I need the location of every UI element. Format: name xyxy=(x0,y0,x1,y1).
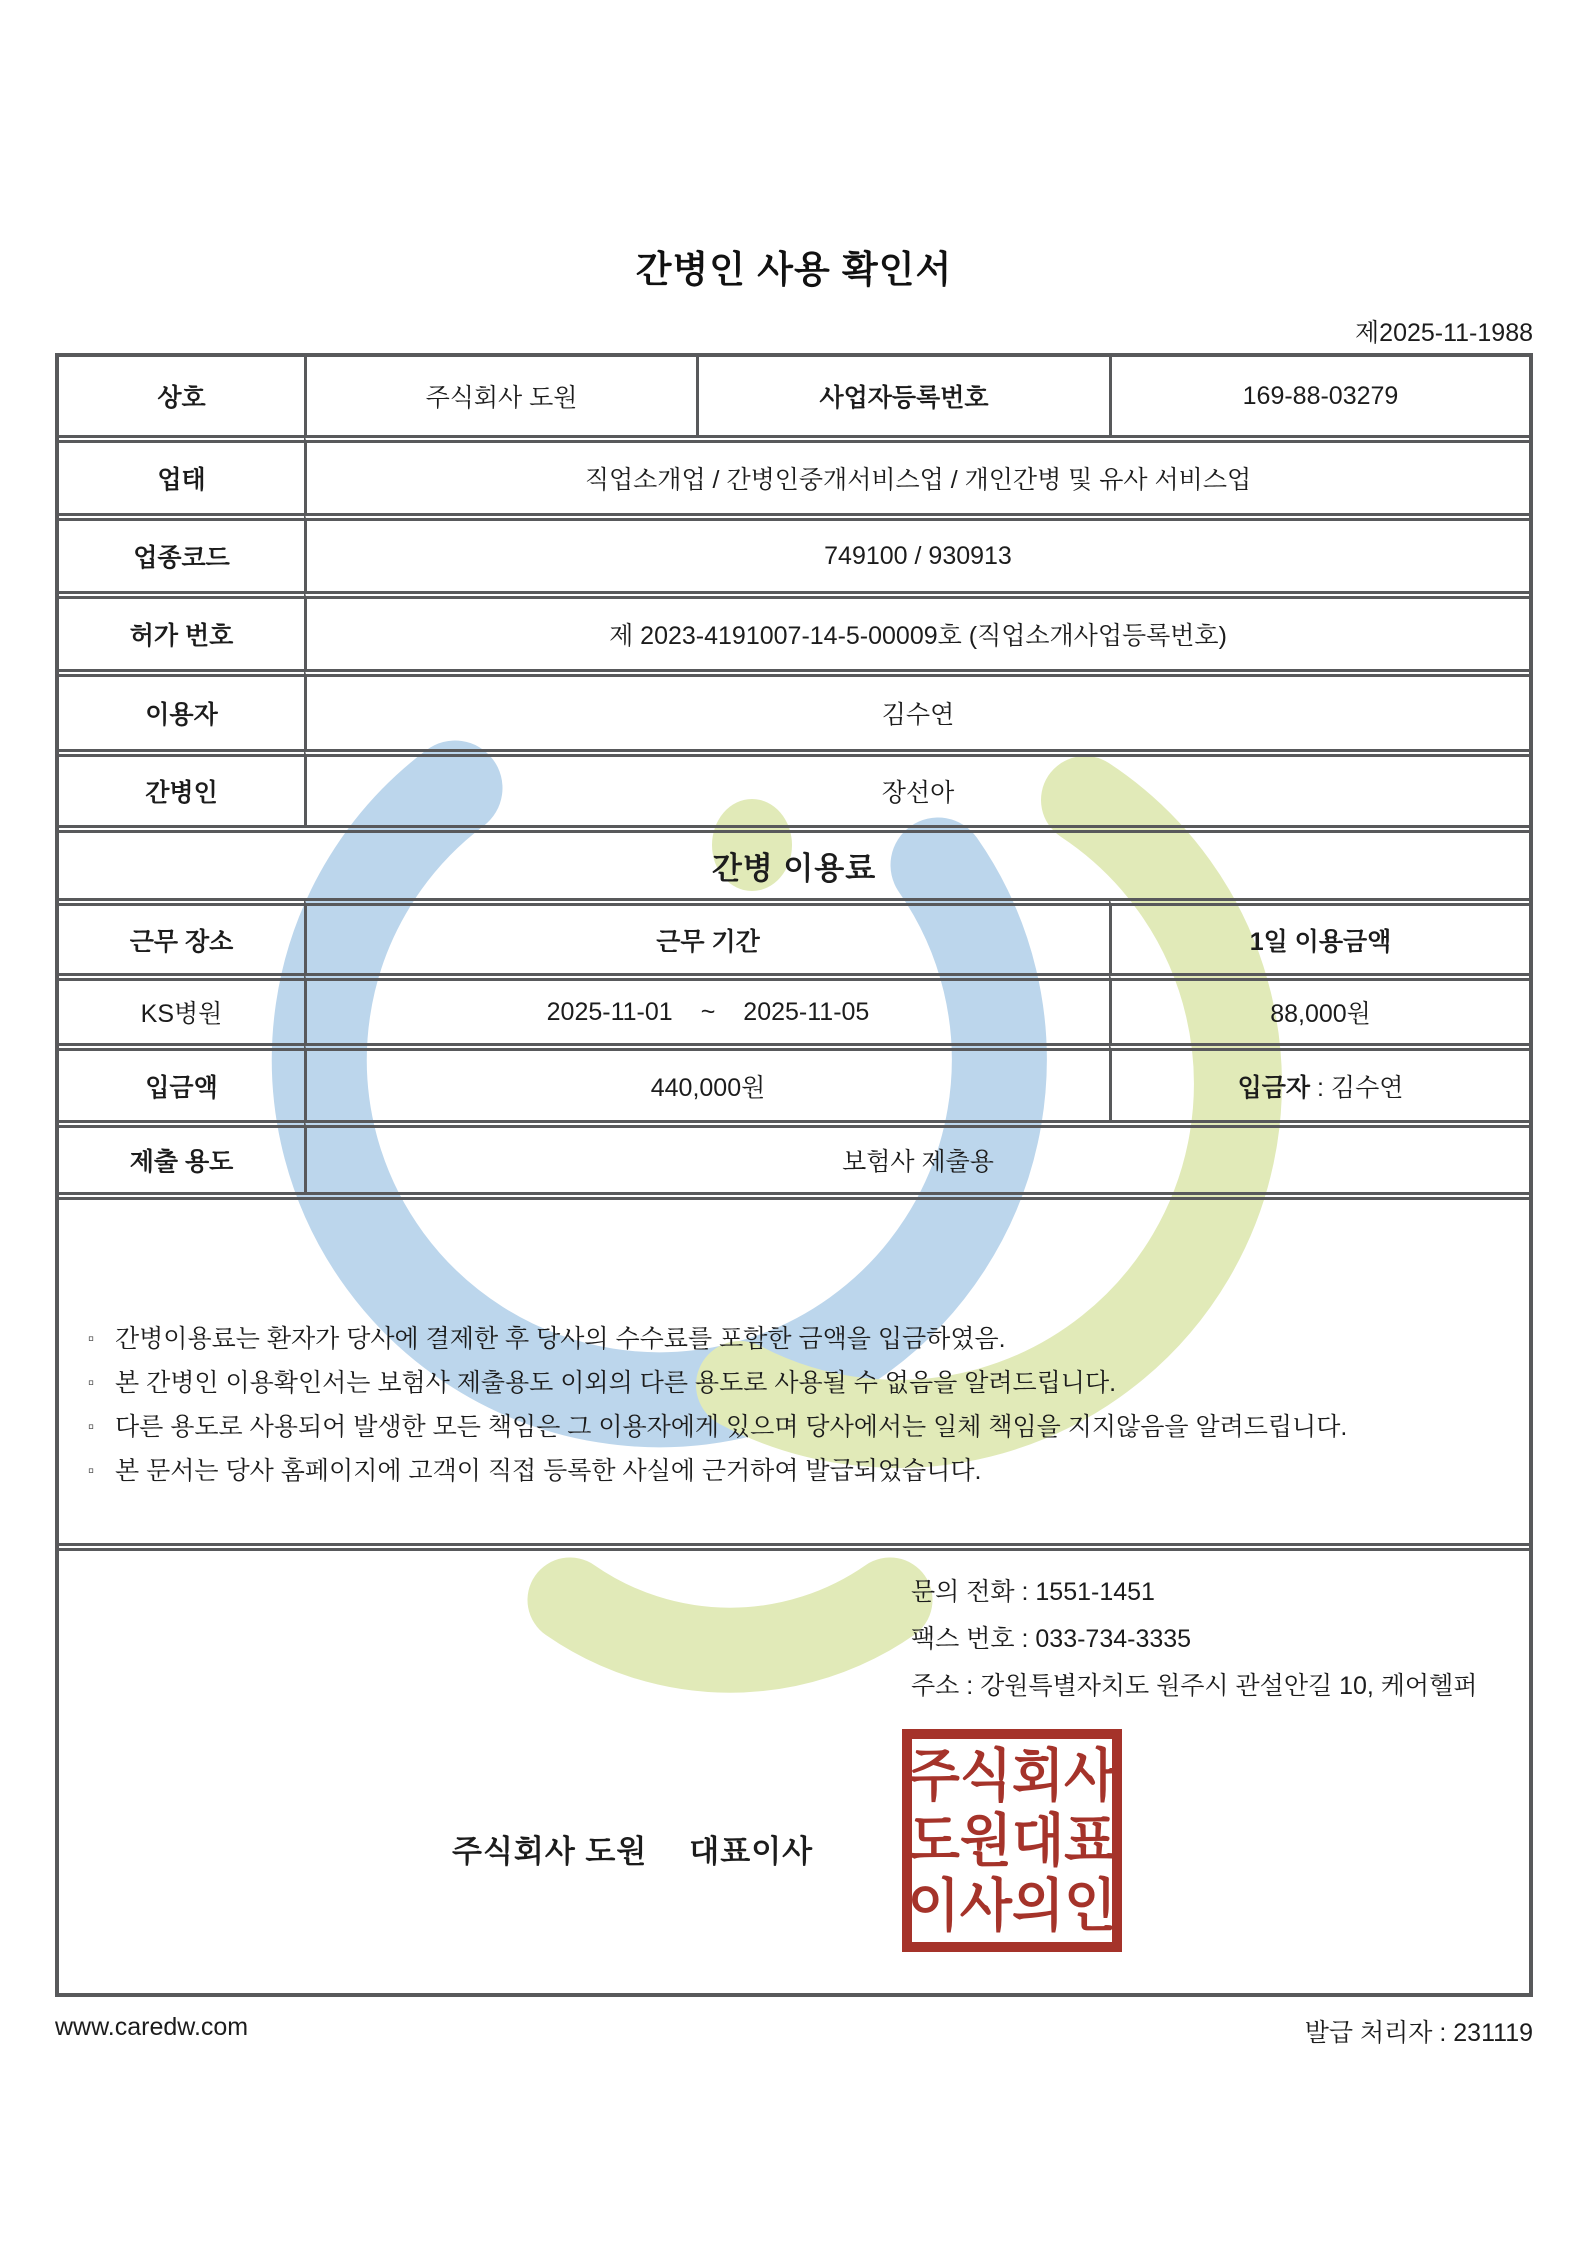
industry-code-label: 업종코드 xyxy=(59,513,304,591)
work-place-header: 근무 장소 xyxy=(59,898,304,973)
contact-block-cell xyxy=(59,1543,1529,1993)
depositor-separator: : xyxy=(1310,1073,1331,1102)
table-row-deposit xyxy=(59,1043,1529,1120)
company-name-label: 상호 xyxy=(157,384,206,412)
work-period-header: 근무 기간 xyxy=(304,898,1109,973)
table-row-contact xyxy=(59,1543,1529,1993)
contact-fax: 팩스 번호 : 033-734-3335 xyxy=(911,1625,1192,1653)
seal-text-line: 도원대표 xyxy=(907,1809,1117,1872)
purpose-value: 보험사 제출용 xyxy=(304,1120,1529,1192)
table-row-user xyxy=(59,669,1529,749)
footer-website: www.caredw.com xyxy=(55,2013,249,2041)
table-row-fee-entry xyxy=(59,973,1529,1043)
permit-no-label: 허가 번호 xyxy=(59,591,304,669)
table-row-business-type xyxy=(59,435,1529,513)
note-text: 본 문서는 당사 홈페이지에 고객이 직접 등록한 사실에 근거하여 발급되었습니다. xyxy=(115,1457,982,1485)
business-type-label: 업태 xyxy=(59,435,304,513)
table-row-fee-header xyxy=(59,898,1529,973)
bullet-icon: ▫ xyxy=(88,1373,95,1392)
note-item xyxy=(88,1361,1499,1405)
depositor-cell xyxy=(1109,1043,1529,1120)
business-type-value: 직업소개업 / 간병인중개서비스업 / 개인간병 및 유사 서비스업 xyxy=(304,435,1529,513)
contact-address: 주소 : 강원특별자치도 원주시 관설안길 10, 케어헬퍼 xyxy=(911,1672,1478,1700)
caregiver-label: 간병인 xyxy=(59,749,304,825)
company-name-value: 주식회사 도원 xyxy=(304,357,696,435)
table-row-fee-section-title xyxy=(59,825,1529,898)
daily-fee-value: 88,000원 xyxy=(1109,973,1529,1043)
table-row-purpose xyxy=(59,1120,1529,1192)
work-place-value: KS병원 xyxy=(59,973,304,1043)
bullet-icon: ▫ xyxy=(88,1329,95,1348)
depositor-label: 입금자 xyxy=(1237,1073,1311,1102)
business-reg-no-label: 사업자등록번호 xyxy=(696,357,1109,435)
business-reg-no-value: 169-88-03279 xyxy=(1109,357,1529,435)
table-row-caregiver xyxy=(59,749,1529,825)
user-label: 이용자 xyxy=(59,669,304,749)
period-tilde: ~ xyxy=(700,997,716,1026)
contact-phone: 문의 전화 : 1551-1451 xyxy=(911,1578,1155,1606)
note-item xyxy=(88,1317,1499,1361)
note-text: 간병이용료는 환자가 당사에 결제한 후 당사의 수수료를 포함한 금액을 입금하였음. xyxy=(115,1325,1006,1353)
notes-block xyxy=(59,1192,1529,1543)
caregiver-value: 장선아 xyxy=(304,749,1529,825)
confirmation-table xyxy=(55,353,1533,1997)
work-period-value xyxy=(304,973,1109,1043)
depositor-name: 김수연 xyxy=(1330,1073,1404,1102)
work-period xyxy=(307,998,1109,1027)
table-row-notes xyxy=(59,1192,1529,1543)
deposit-label: 입금액 xyxy=(59,1043,304,1120)
table-row-company xyxy=(59,357,1529,435)
table-row-permit-no xyxy=(59,591,1529,669)
bullet-icon: ▫ xyxy=(88,1461,95,1480)
corporate-seal-stamp xyxy=(902,1729,1122,1952)
note-text: 다른 용도로 사용되어 발생한 모든 책임은 그 이용자에게 있으며 당사에서는 일체 책임을 지지않음을 알려드립니다. xyxy=(115,1413,1348,1441)
industry-code-value: 749100 / 930913 xyxy=(304,513,1529,591)
page-footer xyxy=(55,2013,1533,2049)
deposit-amount: 440,000원 xyxy=(304,1043,1109,1120)
seal-text-line: 이사의인 xyxy=(907,1874,1117,1937)
period-start-date: 2025-11-01 xyxy=(546,997,673,1026)
table-row-industry-code xyxy=(59,513,1529,591)
user-value: 김수연 xyxy=(304,669,1529,749)
note-item xyxy=(88,1405,1499,1449)
fee-section-title: 간병 이용료 xyxy=(59,825,1529,898)
note-text: 본 간병인 이용확인서는 보험사 제출용도 이외의 다른 용도로 사용될 수 없음을 알려드립니다. xyxy=(115,1369,1117,1397)
period-end-date: 2025-11-05 xyxy=(743,997,870,1026)
daily-fee-header: 1일 이용금액 xyxy=(1109,898,1529,973)
document-number: 제2025-11-1988 xyxy=(1355,319,1533,347)
page-title: 간병인 사용 확인서 xyxy=(635,249,953,290)
seal-text-line: 주식회사 xyxy=(907,1744,1117,1807)
signature-ceo-title: 대표이사 xyxy=(689,1834,814,1869)
bullet-icon: ▫ xyxy=(88,1417,95,1436)
contact-info xyxy=(911,1569,1477,1710)
depositor xyxy=(1112,1068,1529,1104)
permit-no-value: 제 2023-4191007-14-5-00009호 (직업소개사업등록번호) xyxy=(304,591,1529,669)
purpose-label: 제출 용도 xyxy=(59,1120,304,1192)
signature-company-name: 주식회사 도원 xyxy=(452,1834,648,1869)
footer-issuer: 발급 처리자 : 231119 xyxy=(1304,2019,1533,2047)
signature-line xyxy=(452,1826,813,1871)
note-item xyxy=(88,1449,1499,1493)
